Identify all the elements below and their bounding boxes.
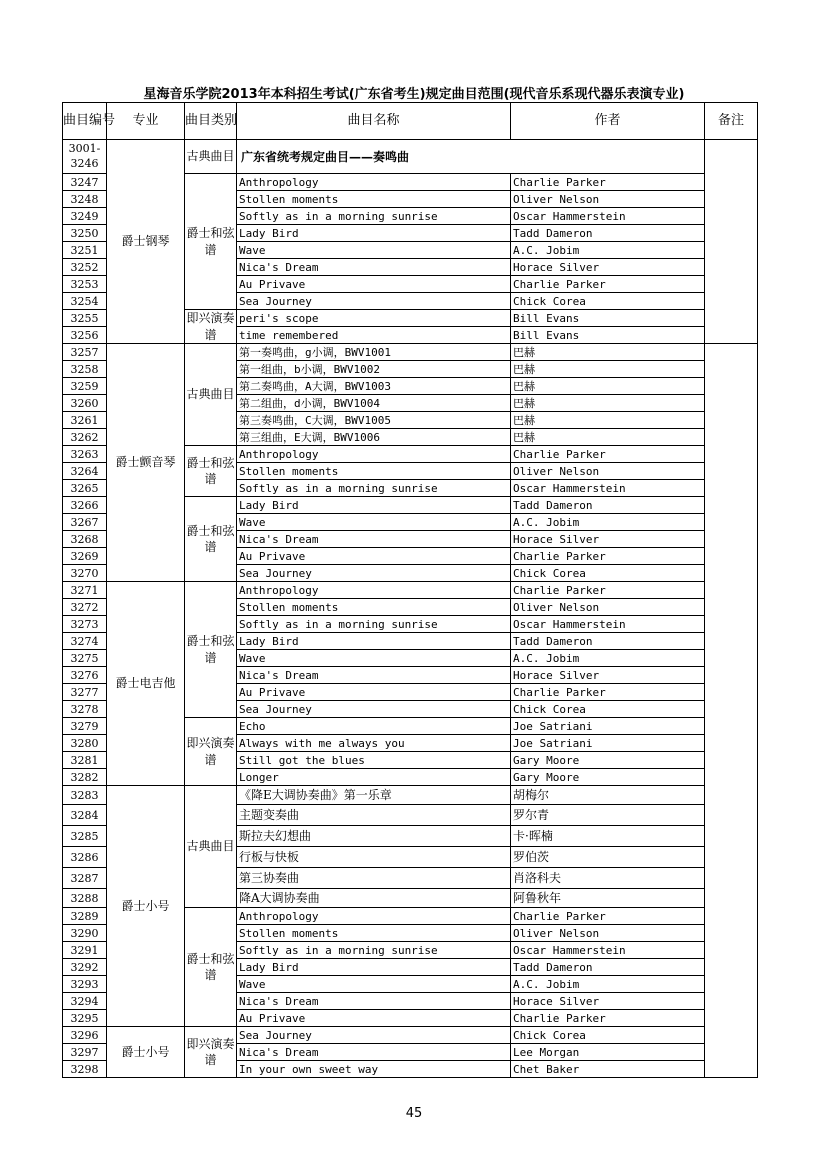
piece-cell: Nica's Dream bbox=[237, 993, 511, 1010]
piece-cell: Au Privave bbox=[237, 684, 511, 701]
piece-cell: 行板与快板 bbox=[237, 847, 511, 868]
code-cell: 3273 bbox=[63, 616, 107, 633]
code-cell: 3254 bbox=[63, 293, 107, 310]
code-cell: 3277 bbox=[63, 684, 107, 701]
category-cell: 即兴演奏谱 bbox=[185, 1027, 237, 1078]
category-cell: 爵士和弦谱 bbox=[185, 582, 237, 718]
code-cell: 3261 bbox=[63, 412, 107, 429]
piece-cell: Lady Bird bbox=[237, 497, 511, 514]
author-cell: Chick Corea bbox=[511, 565, 705, 582]
author-cell: 罗伯茨 bbox=[511, 847, 705, 868]
piece-cell: 主题变奏曲 bbox=[237, 805, 511, 826]
code-cell: 3274 bbox=[63, 633, 107, 650]
piece-cell: Stollen moments bbox=[237, 925, 511, 942]
code-cell: 3250 bbox=[63, 225, 107, 242]
author-cell: Tadd Dameron bbox=[511, 225, 705, 242]
remark-cell bbox=[705, 344, 758, 1078]
author-cell: Charlie Parker bbox=[511, 548, 705, 565]
author-cell: Gary Moore bbox=[511, 752, 705, 769]
code-cell: 3268 bbox=[63, 531, 107, 548]
code-cell: 3296 bbox=[63, 1027, 107, 1044]
piece-cell: Nica's Dream bbox=[237, 1044, 511, 1061]
author-cell: Chick Corea bbox=[511, 1027, 705, 1044]
author-cell: A.C. Jobim bbox=[511, 242, 705, 259]
table-header-row bbox=[63, 103, 758, 140]
code-cell: 3286 bbox=[63, 847, 107, 868]
code-cell: 3266 bbox=[63, 497, 107, 514]
piece-cell: 第二组曲，d小调，BWV1004 bbox=[237, 395, 511, 412]
code-cell: 3294 bbox=[63, 993, 107, 1010]
author-cell: 巴赫 bbox=[511, 429, 705, 446]
author-cell: Charlie Parker bbox=[511, 276, 705, 293]
code-cell: 3288 bbox=[63, 889, 107, 908]
author-cell: A.C. Jobim bbox=[511, 514, 705, 531]
code-cell: 3291 bbox=[63, 942, 107, 959]
author-cell: 巴赫 bbox=[511, 361, 705, 378]
remark-cell bbox=[705, 140, 758, 344]
author-cell: Oscar Hammerstein bbox=[511, 208, 705, 225]
category-cell: 古典曲目 bbox=[185, 344, 237, 446]
author-cell: Tadd Dameron bbox=[511, 497, 705, 514]
piece-cell: Nica's Dream bbox=[237, 531, 511, 548]
author-cell: 阿鲁秋年 bbox=[511, 889, 705, 908]
author-cell: 巴赫 bbox=[511, 395, 705, 412]
piece-cell: Anthropology bbox=[237, 174, 511, 191]
author-cell: Horace Silver bbox=[511, 667, 705, 684]
piece-cell: Sea Journey bbox=[237, 1027, 511, 1044]
code-cell: 3275 bbox=[63, 650, 107, 667]
code-cell: 3264 bbox=[63, 463, 107, 480]
piece-cell: Stollen moments bbox=[237, 599, 511, 616]
author-cell: Oscar Hammerstein bbox=[511, 480, 705, 497]
piece-cell: Softly as in a morning sunrise bbox=[237, 208, 511, 225]
category-cell: 爵士和弦谱 bbox=[185, 446, 237, 497]
piece-cell: Wave bbox=[237, 976, 511, 993]
code-cell: 3247 bbox=[63, 174, 107, 191]
piece-cell: Anthropology bbox=[237, 446, 511, 463]
table-row bbox=[63, 582, 758, 599]
piece-cell: Echo bbox=[237, 718, 511, 735]
code-cell: 3257 bbox=[63, 344, 107, 361]
code-cell: 3258 bbox=[63, 361, 107, 378]
author-cell: Joe Satriani bbox=[511, 735, 705, 752]
category-cell: 爵士和弦谱 bbox=[185, 174, 237, 310]
code-cell: 3295 bbox=[63, 1010, 107, 1027]
author-cell: 胡梅尔 bbox=[511, 786, 705, 805]
piece-cell: Softly as in a morning sunrise bbox=[237, 480, 511, 497]
code-cell: 3271 bbox=[63, 582, 107, 599]
category-cell: 即兴演奏谱 bbox=[185, 718, 237, 786]
major-cell-jazz-guitar: 爵士电吉他 bbox=[107, 582, 185, 786]
author-cell: Oscar Hammerstein bbox=[511, 616, 705, 633]
author-cell: Gary Moore bbox=[511, 769, 705, 786]
author-cell: 罗尔青 bbox=[511, 805, 705, 826]
piece-cell: 第一组曲，b小调，BWV1002 bbox=[237, 361, 511, 378]
piece-cell: In your own sweet way bbox=[237, 1061, 511, 1078]
code-cell: 3278 bbox=[63, 701, 107, 718]
code-cell: 3270 bbox=[63, 565, 107, 582]
code-cell: 3252 bbox=[63, 259, 107, 276]
header-major: 专业 bbox=[107, 103, 185, 140]
code-cell: 3285 bbox=[63, 826, 107, 847]
category-cell: 古典曲目 bbox=[185, 786, 237, 908]
code-cell: 3293 bbox=[63, 976, 107, 993]
author-cell: 巴赫 bbox=[511, 412, 705, 429]
piece-cell: Nica's Dream bbox=[237, 667, 511, 684]
piece-cell: Au Privave bbox=[237, 1010, 511, 1027]
category-cell: 爵士和弦谱 bbox=[185, 908, 237, 1027]
piece-cell: Sea Journey bbox=[237, 293, 511, 310]
piece-cell: time remembered bbox=[237, 327, 511, 344]
piece-cell: Still got the blues bbox=[237, 752, 511, 769]
author-cell: Chick Corea bbox=[511, 293, 705, 310]
page-number: 45 bbox=[405, 1106, 423, 1121]
piece-cell: peri's scope bbox=[237, 310, 511, 327]
piece-cell: 第二奏鸣曲，A大调，BWV1003 bbox=[237, 378, 511, 395]
code-cell: 3298 bbox=[63, 1061, 107, 1078]
author-cell: 巴赫 bbox=[511, 378, 705, 395]
code-cell: 3287 bbox=[63, 868, 107, 889]
category-cell: 爵士和弦谱 bbox=[185, 497, 237, 582]
code-cell: 3269 bbox=[63, 548, 107, 565]
piece-cell: Anthropology bbox=[237, 582, 511, 599]
piece-cell: 第三组曲，E大调，BWV1006 bbox=[237, 429, 511, 446]
piece-cell: Lady Bird bbox=[237, 225, 511, 242]
code-cell: 3283 bbox=[63, 786, 107, 805]
major-cell-jazz-piano: 爵士钢琴 bbox=[107, 140, 185, 344]
major-cell-jazz-trumpet-2: 爵士小号 bbox=[107, 1027, 185, 1078]
piece-cell: 《降E大调协奏曲》第一乐章 bbox=[237, 786, 511, 805]
piece-cell: Sea Journey bbox=[237, 701, 511, 718]
page-title: 星海音乐学院2013年本科招生考试(广东省考生)规定曲目范围(现代音乐系现代器乐表演专业) bbox=[143, 87, 685, 102]
code-cell: 3297 bbox=[63, 1044, 107, 1061]
header-category: 曲目类别 bbox=[185, 103, 237, 140]
code-cell: 3290 bbox=[63, 925, 107, 942]
piece-cell: Anthropology bbox=[237, 908, 511, 925]
piece-cell: 广东省统考规定曲目——奏鸣曲 bbox=[237, 140, 705, 174]
piece-cell: 降A大调协奏曲 bbox=[237, 889, 511, 908]
author-cell: 肖洛科夫 bbox=[511, 868, 705, 889]
table-row bbox=[63, 344, 758, 361]
code-cell: 3282 bbox=[63, 769, 107, 786]
code-cell: 3276 bbox=[63, 667, 107, 684]
piece-cell: Wave bbox=[237, 242, 511, 259]
author-cell: Tadd Dameron bbox=[511, 959, 705, 976]
piece-cell: Wave bbox=[237, 514, 511, 531]
code-cell: 3249 bbox=[63, 208, 107, 225]
code-cell: 3284 bbox=[63, 805, 107, 826]
code-cell: 3263 bbox=[63, 446, 107, 463]
code-cell: 3255 bbox=[63, 310, 107, 327]
code-cell: 3289 bbox=[63, 908, 107, 925]
author-cell: Bill Evans bbox=[511, 327, 705, 344]
code-cell: 3001-3246 bbox=[63, 140, 107, 174]
code-cell: 3253 bbox=[63, 276, 107, 293]
author-cell: Charlie Parker bbox=[511, 174, 705, 191]
code-cell: 3292 bbox=[63, 959, 107, 976]
author-cell: Charlie Parker bbox=[511, 1010, 705, 1027]
table-row bbox=[63, 786, 758, 805]
author-cell: Oscar Hammerstein bbox=[511, 942, 705, 959]
piece-cell: Softly as in a morning sunrise bbox=[237, 942, 511, 959]
code-cell: 3248 bbox=[63, 191, 107, 208]
code-cell: 3251 bbox=[63, 242, 107, 259]
code-cell: 3265 bbox=[63, 480, 107, 497]
piece-cell: Always with me always you bbox=[237, 735, 511, 752]
code-cell: 3267 bbox=[63, 514, 107, 531]
code-cell: 3280 bbox=[63, 735, 107, 752]
author-cell: Oliver Nelson bbox=[511, 191, 705, 208]
author-cell: A.C. Jobim bbox=[511, 976, 705, 993]
header-author: 作者 bbox=[511, 103, 705, 140]
author-cell: Charlie Parker bbox=[511, 908, 705, 925]
piece-cell: 第三奏鸣曲，C大调，BWV1005 bbox=[237, 412, 511, 429]
major-cell-jazz-trumpet: 爵士小号 bbox=[107, 786, 185, 1027]
piece-cell: Nica's Dream bbox=[237, 259, 511, 276]
author-cell: Bill Evans bbox=[511, 310, 705, 327]
author-cell: Chet Baker bbox=[511, 1061, 705, 1078]
author-cell: Horace Silver bbox=[511, 531, 705, 548]
piece-cell: Sea Journey bbox=[237, 565, 511, 582]
header-piece: 曲目名称 bbox=[237, 103, 511, 140]
author-cell: Oliver Nelson bbox=[511, 925, 705, 942]
piece-cell: Lady Bird bbox=[237, 959, 511, 976]
piece-cell: Longer bbox=[237, 769, 511, 786]
author-cell: A.C. Jobim bbox=[511, 650, 705, 667]
code-cell: 3279 bbox=[63, 718, 107, 735]
piece-cell: 斯拉夫幻想曲 bbox=[237, 826, 511, 847]
category-cell: 古典曲目 bbox=[185, 140, 237, 174]
author-cell: 卡·晖楠 bbox=[511, 826, 705, 847]
header-remark: 备注 bbox=[705, 103, 758, 140]
header-code: 曲目编号 bbox=[63, 103, 107, 140]
table-row bbox=[63, 140, 758, 174]
author-cell: Oliver Nelson bbox=[511, 599, 705, 616]
piece-cell: Stollen moments bbox=[237, 463, 511, 480]
author-cell: Charlie Parker bbox=[511, 582, 705, 599]
piece-cell: Stollen moments bbox=[237, 191, 511, 208]
author-cell: Charlie Parker bbox=[511, 684, 705, 701]
piece-cell: Au Privave bbox=[237, 548, 511, 565]
author-cell: Tadd Dameron bbox=[511, 633, 705, 650]
piece-cell: 第一奏鸣曲，g小调，BWV1001 bbox=[237, 344, 511, 361]
piece-cell: Lady Bird bbox=[237, 633, 511, 650]
code-cell: 3272 bbox=[63, 599, 107, 616]
code-cell: 3259 bbox=[63, 378, 107, 395]
author-cell: Lee Morgan bbox=[511, 1044, 705, 1061]
author-cell: 巴赫 bbox=[511, 344, 705, 361]
author-cell: Horace Silver bbox=[511, 259, 705, 276]
category-cell: 即兴演奏谱 bbox=[186, 311, 235, 342]
code-cell: 3262 bbox=[63, 429, 107, 446]
author-cell: Charlie Parker bbox=[511, 446, 705, 463]
piece-cell: 第三协奏曲 bbox=[237, 868, 511, 889]
major-cell-jazz-vibraphone: 爵士颤音琴 bbox=[107, 344, 185, 582]
piece-cell: Au Privave bbox=[237, 276, 511, 293]
author-cell: Horace Silver bbox=[511, 993, 705, 1010]
piece-cell: Wave bbox=[237, 650, 511, 667]
piece-cell: Softly as in a morning sunrise bbox=[237, 616, 511, 633]
author-cell: Oliver Nelson bbox=[511, 463, 705, 480]
author-cell: Chick Corea bbox=[511, 701, 705, 718]
author-cell: Joe Satriani bbox=[511, 718, 705, 735]
table-row bbox=[63, 1027, 758, 1044]
repertoire-table bbox=[62, 102, 758, 1078]
code-cell: 3281 bbox=[63, 752, 107, 769]
code-cell: 3260 bbox=[63, 395, 107, 412]
code-cell: 3256 bbox=[63, 327, 107, 344]
